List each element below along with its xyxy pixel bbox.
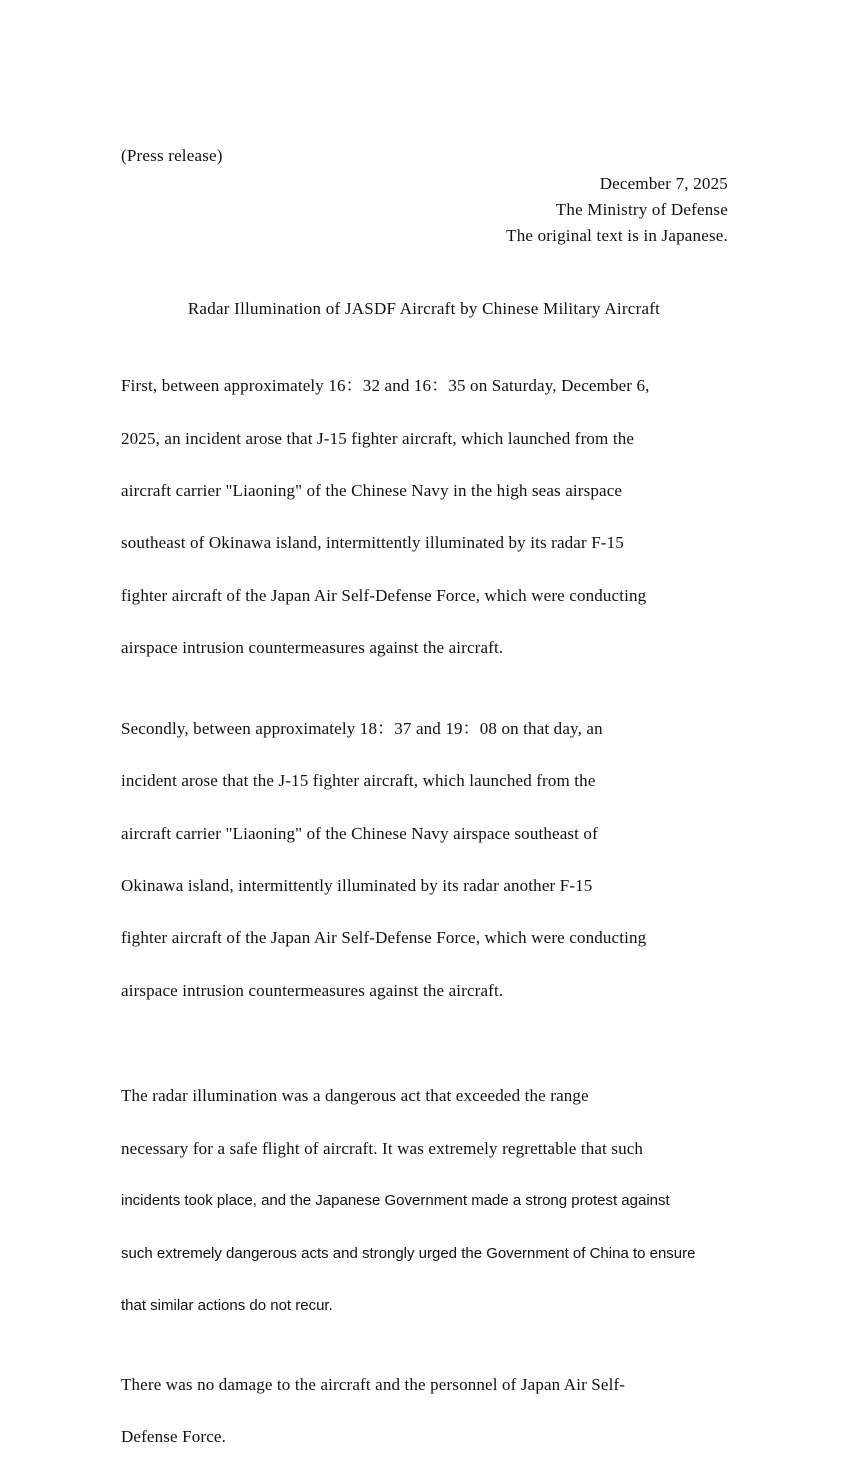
text-line: incident arose that the J-15 fighter aircraft, which launched from the (121, 771, 596, 791)
text-line: Secondly, between approximately 18：37 and 19：08 on that day, an (121, 718, 603, 738)
document-body (121, 347, 741, 1477)
text-line: airspace intrusion countermeasures against the aircraft. (121, 638, 504, 658)
text-line: southeast of Okinawa island, intermittently illuminated by its radar F-15 (121, 533, 624, 553)
text-line: airspace intrusion countermeasures against the aircraft. (121, 980, 504, 1000)
header-block (506, 171, 728, 249)
text-line: First, between approximately 16：32 and 16：35 on Saturday, December 6, (121, 376, 650, 396)
language-note: The original text is in Japanese. (506, 226, 728, 245)
text-line: that similar actions do not recur. (121, 1297, 333, 1315)
text-line: fighter aircraft of the Japan Air Self-Defense Force, which were conducting (121, 928, 647, 948)
text-line: The radar illumination was a dangerous act that exceeded the range (121, 1086, 589, 1106)
text-line: Okinawa island, intermittently illuminated by its radar another F-15 (121, 876, 593, 896)
paragraph-protest (121, 1057, 741, 1345)
text-line: aircraft carrier "Liaoning" of the Chinese Navy in the high seas airspace (121, 481, 623, 501)
text-line: necessary for a safe flight of aircraft. It was extremely regrettable that such (121, 1138, 644, 1158)
issuer: The Ministry of Defense (555, 200, 728, 219)
paragraph-no-damage (121, 1346, 741, 1477)
text-line: incidents took place, and the Japanese Government made a strong protest against (121, 1192, 670, 1210)
paragraph-first-incident (121, 347, 741, 688)
text-line: 2025, an incident arose that J-15 fighter aircraft, which launched from the (121, 428, 635, 448)
text-line: There was no damage to the aircraft and the personnel of Japan Air Self- (121, 1374, 626, 1394)
document-title: Radar Illumination of JASDF Aircraft by Chinese Military Aircraft (187, 299, 661, 318)
text-line: aircraft carrier "Liaoning" of the Chinese Navy airspace southeast of (121, 823, 598, 843)
text-line: Defense Force. (121, 1427, 226, 1447)
paragraph-second-incident (121, 690, 741, 1031)
text-line: fighter aircraft of the Japan Air Self-Defense Force, which were conducting (121, 585, 647, 605)
document-type-label: (Press release) (121, 146, 223, 165)
release-date: December 7, 2025 (599, 174, 728, 193)
text-line: such extremely dangerous acts and strongly urged the Government of China to ensure (121, 1244, 696, 1262)
